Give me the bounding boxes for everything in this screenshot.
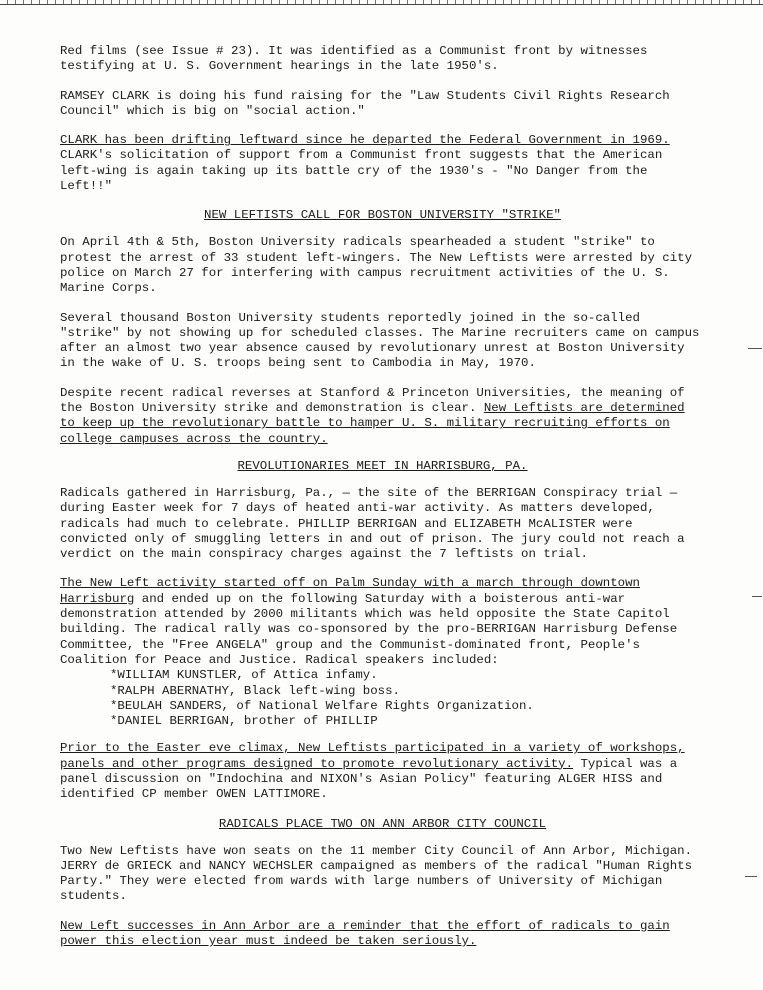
underlined-text: New Leftists are determined to keep up the revolutionary battle to hamper U. S. military recruiting efforts on college campuses across the country.	[60, 401, 685, 446]
paragraph-bu-strike: On April 4th & 5th, Boston University radicals spearheaded a student "strike" to protest the arrest of 33 student left-wingers. The New Leftists were arrested by city police on March 27 for interfering with campus recruitment activities of the U. S. Marine Corps.	[60, 235, 693, 296]
paragraph-ramsey-clark: RAMSEY CLARK is doing his fund raising for the "Law Students Civil Rights Research Council" which is big on "social action."	[60, 88, 670, 118]
paragraph-bu-students: Several thousand Boston University students reportedly joined in the so-called "strike" by not showing up for scheduled classes. The Marine recruiters came on campus after an almost two year absence caused by revolutionary unrest at Boston University in the wake of U. S. troops being sent to Cambodia in May, 1970.	[60, 310, 700, 371]
paragraph-clark-leftward	[60, 133, 705, 194]
list-item: *RALPH ABERNATHY, Black left-wing boss.	[110, 683, 400, 698]
underlined-text: Prior to the Easter eve climax, New Leftists participated in a variety of workshops, panels and other programs designed to promote revolutionary activity.	[60, 741, 685, 771]
paragraph-harrisburg-gathering: Radicals gathered in Harrisburg, Pa., — the site of the BERRIGAN Conspiracy trial — during Easter week for 7 days of heated anti-war activity. As matters developed, radicals had much to celebrate. PHILLIP BERRIGAN and ELIZABETH McALISTER were convicted only of smuggling letters in and out of prison. The jury could not reach a verdict on the main conspiracy charges against the 7 leftists on trial.	[60, 485, 685, 562]
paragraph-palm-sunday	[60, 576, 705, 668]
underlined-text: The New Left activity started off on Palm Sunday with a march through downtown Harrisburg	[60, 576, 640, 606]
paragraph-ann-arbor-reminder	[60, 919, 705, 950]
paragraph-red-films: Red films (see Issue # 23). It was identified as a Communist front by witnesses testifying at U. S. Government hearings in the late 1950's.	[60, 44, 648, 74]
document-page	[60, 44, 705, 963]
heading-boston-university: NEW LEFTISTS CALL FOR BOSTON UNIVERSITY "STRIKE"	[204, 208, 561, 223]
paragraph-text: and ended up on the following Saturday with a boisterous anti-war demonstration attended by 2000 militants which was held opposite the State Capitol building. The radical rally was co-sponsored by the pro-BERRIGAN Harrisburg Defense Committee, the "Free ANGELA" group and the Communist-dominated front, People's Coalition for Peace and Justice. Radical speakers included:	[60, 591, 678, 667]
heading-ann-arbor: RADICALS PLACE TWO ON ANN ARBOR CITY COUNCIL	[218, 816, 547, 831]
paragraph-ann-arbor-council: Two New Leftists have won seats on the 11 member City Council of Ann Arbor, Michigan. JERRY de GRIECK and NANCY WECHSLER campaigned as members of the radical "Human Rights Party." They were elected from wards with large numbers of University of Michigan students.	[60, 843, 693, 904]
paragraph-text: Typical was a panel discussion on "Indochina and NIXON's Asian Policy" featuring ALGER HISS and identified CP member OWEN LATTIMORE.	[60, 756, 678, 802]
heading-harrisburg: REVOLUTIONARIES MEET IN HARRISBURG, PA.	[237, 458, 528, 473]
margin-mark	[745, 876, 757, 877]
speakers-list	[60, 668, 705, 729]
underlined-text: New Left successes in Ann Arbor are a reminder that the effort of radicals to gain power this election year must indeed be taken seriously.	[60, 918, 670, 949]
paragraph-bu-meaning	[60, 386, 705, 447]
paragraph-text: CLARK's solicitation of support from a Communist front suggests that the American left-wing is again taking up its battle cry of the 1930's - "No Danger from the Left!!"	[60, 148, 663, 194]
list-item: *BEULAH SANDERS, of National Welfare Rights Organization.	[110, 698, 534, 713]
margin-mark	[748, 348, 762, 349]
paragraph-easter-eve	[60, 741, 705, 802]
list-item: *WILLIAM KUNSTLER, of Attica infamy.	[110, 668, 378, 683]
underlined-text: CLARK has been drifting leftward since he departed the Federal Government in 1969.	[60, 133, 670, 148]
paragraph-text: Despite recent radical reverses at Stanford & Princeton Universities, the meaning of the Boston University strike and demonstration is clear.	[60, 385, 685, 416]
page-top-edge	[0, 0, 763, 5]
list-item: *DANIEL BERRIGAN, brother of PHILLIP	[110, 714, 378, 729]
margin-mark	[752, 596, 762, 597]
